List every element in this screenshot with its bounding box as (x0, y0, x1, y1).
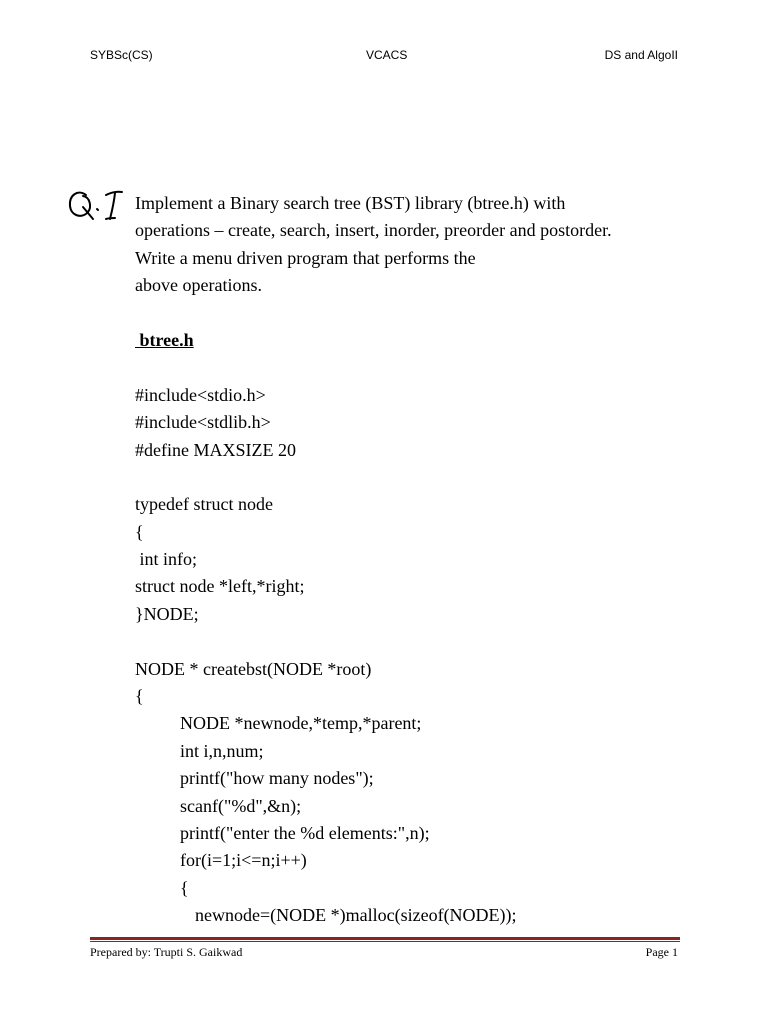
code-line: printf("how many nodes"); (180, 768, 374, 789)
code-line: printf("enter the %d elements:",n); (180, 822, 430, 843)
code-line: NODE * createbst(NODE *root) (135, 658, 372, 679)
code-line: int i,n,num; (180, 740, 264, 761)
code-line: typedef struct node (135, 494, 273, 515)
code-line: NODE *newnode,*temp,*parent; (180, 713, 422, 734)
code-line: { (135, 521, 144, 542)
code-line: struct node *left,*right; (135, 576, 305, 597)
question-line: Implement a Binary search tree (BST) library (btree.h) with (135, 193, 566, 213)
handwritten-question-number-icon (66, 186, 128, 222)
footer-divider-thin (90, 941, 680, 942)
footer-page-number: Page 1 (645, 945, 678, 959)
question-line: above operations. (135, 275, 262, 296)
code-line: { (135, 686, 144, 707)
footer-divider (90, 937, 680, 940)
code-line: { (180, 877, 189, 898)
header-college: VCACS (366, 48, 408, 62)
header-subject: DS and AlgoII (604, 48, 678, 62)
code-line: scanf("%d",&n); (180, 795, 302, 816)
footer-author: Prepared by: Trupti S. Gaikwad (90, 945, 243, 959)
code-line: #define MAXSIZE 20 (135, 439, 296, 460)
question-line: operations – create, search, insert, inorder, preorder and postorder. (135, 220, 612, 241)
header-course: SYBSc(CS) (90, 48, 153, 62)
code-line: int info; (135, 549, 197, 570)
code-line: newnode=(NODE *)malloc(sizeof(NODE)); (195, 905, 517, 926)
code-line: #include<stdlib.h> (135, 412, 271, 433)
document-body (135, 190, 695, 930)
code-line: #include<stdio.h> (135, 384, 266, 405)
section-heading: btree.h (135, 329, 194, 350)
code-line: for(i=1;i<=n;i++) (180, 850, 307, 871)
code-line: }NODE; (135, 603, 199, 624)
question-line: Write a menu driven program that performs the (135, 247, 476, 268)
